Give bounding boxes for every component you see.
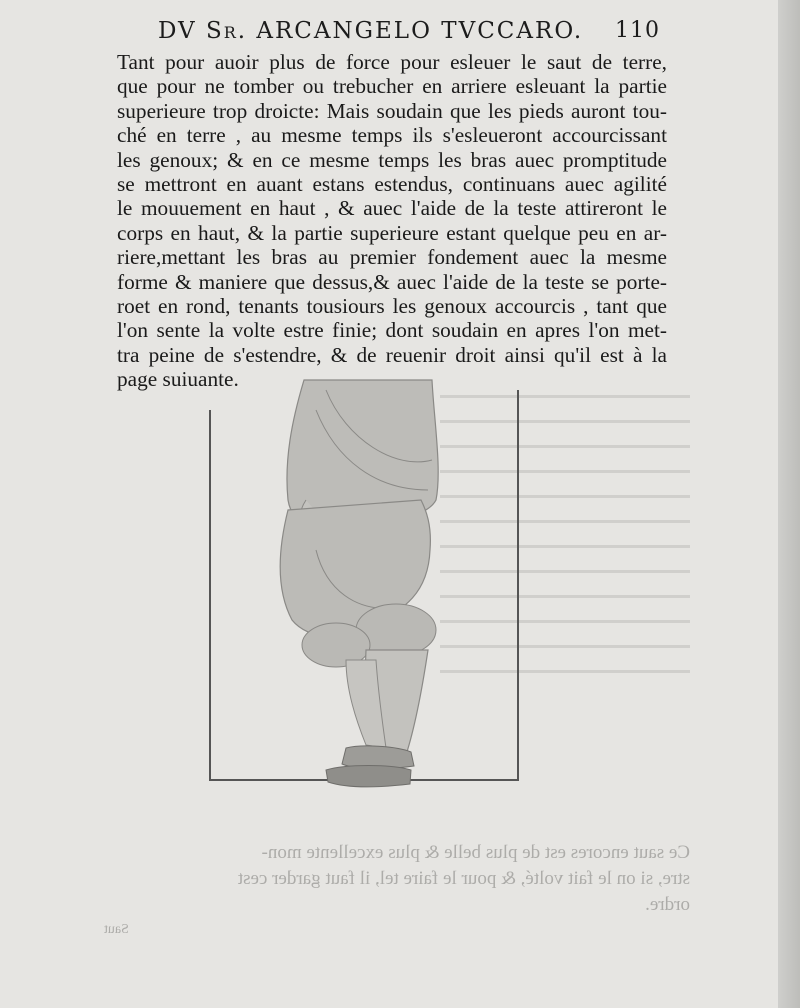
running-head <box>158 18 678 54</box>
text-line: roet en rond, tenants tousiours les genoux accourcis , tant que <box>117 294 667 319</box>
text-line: ché en terre , au mesme temps ils s'esleueront accourcissant <box>117 123 667 148</box>
page-number: 110 <box>615 18 660 43</box>
text-line: que pour ne tomber ou trebucher en arriere esleuant la partie <box>117 74 667 99</box>
text-line: tra peine de s'estendre, & de reuenir droit ainsi qu'il est à la <box>117 342 667 367</box>
page-edge-shadow <box>778 0 800 1008</box>
text-line: les genoux; & en ce mesme temps les bras auec promptitude <box>117 147 667 172</box>
show-through-reverse-text <box>90 840 690 950</box>
show-through-line: Ce saut encores est de plus belle & plus excellente mon- <box>261 842 690 863</box>
text-line: le mouuement en haut , & auec l'aide de la teste attireront le <box>117 196 667 221</box>
text-line: corps en haut, & la partie superieure estant quelque peu en ar- <box>117 220 667 245</box>
woodcut-figure <box>196 350 526 800</box>
text-line: riere,mettant les bras au premier fondement auec la mesme <box>117 245 667 270</box>
show-through-catchword: Saut <box>104 922 129 937</box>
text-line: page suiuante. <box>117 367 239 392</box>
text-line: superieure trop droicte: Mais soudain que les pieds auront tou- <box>117 98 667 123</box>
text-line: l'on sente la volte estre finie; dont soudain en apres l'on met- <box>117 318 667 343</box>
body-paragraph <box>117 50 667 392</box>
text-line: forme & maniere que dessus,& auec l'aide de la teste se porte- <box>117 269 667 294</box>
show-through-line: ordre. <box>645 894 690 915</box>
text-line: Tant pour auoir plus de force pour esleuer le saut de terre, <box>117 50 667 74</box>
running-head-title: DV Sr. ARCANGELO TVCCARO. <box>158 18 584 44</box>
text-line: se mettront en auant estans estendus, continuans auec agilité <box>117 172 667 197</box>
show-through-line: stre, si on le fait volté, & pour le faire tel, il faut garder cest <box>237 868 690 889</box>
